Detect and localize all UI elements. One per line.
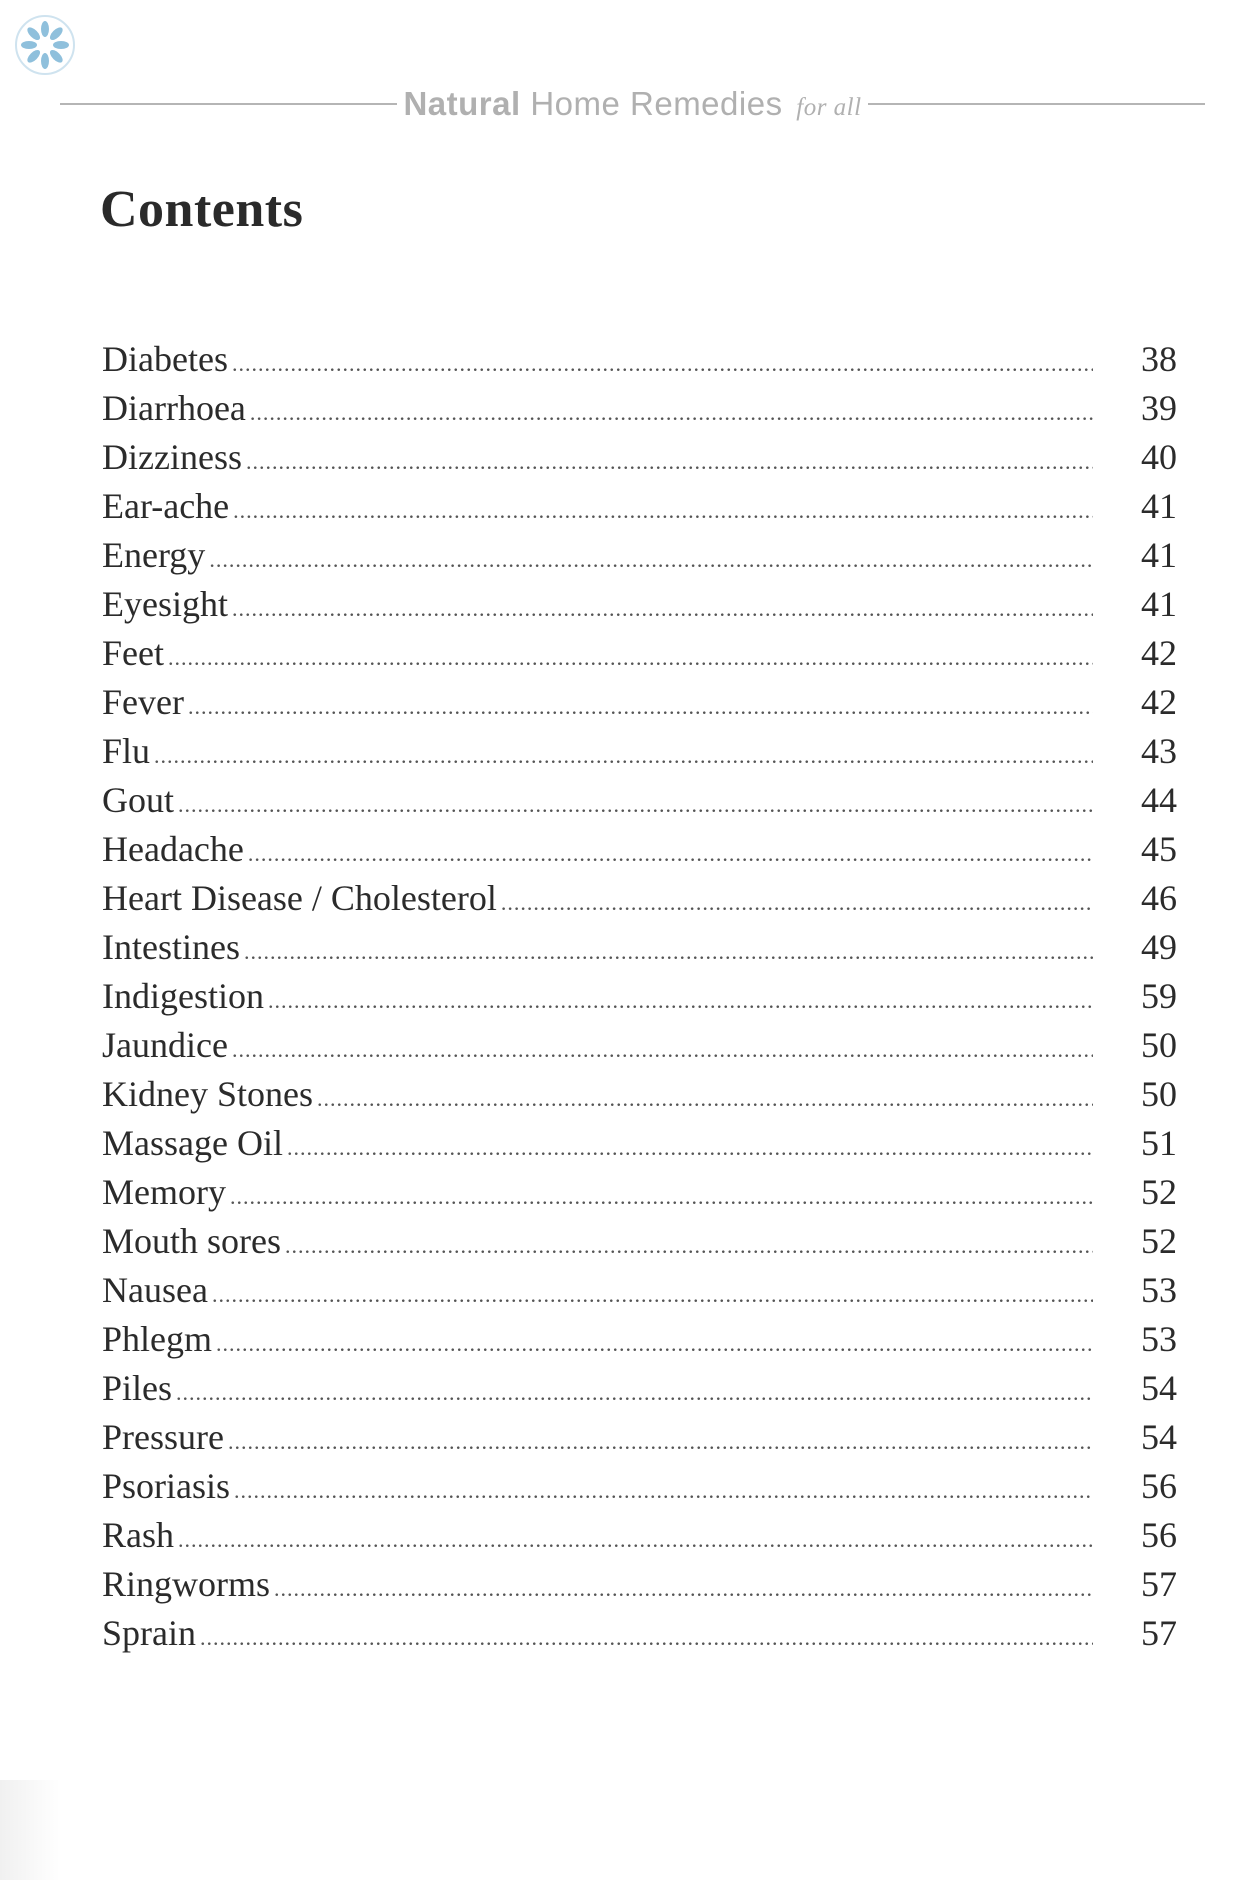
toc-entry-page: 50 <box>1141 1025 1177 1065</box>
toc-dot-leader <box>244 939 1093 965</box>
toc-entry-label: Eyesight <box>102 584 228 624</box>
page-title: Contents <box>100 181 304 238</box>
toc-entry-label: Fever <box>102 682 184 722</box>
toc-entry <box>102 485 1177 534</box>
toc-entry-page: 53 <box>1141 1319 1177 1359</box>
toc-entry <box>102 1269 1177 1318</box>
toc-entry <box>102 387 1177 436</box>
toc-entry <box>102 1465 1177 1514</box>
toc-entry-label: Rash <box>102 1515 174 1555</box>
toc-entry-label: Kidney Stones <box>102 1074 313 1114</box>
toc-dot-leader <box>274 1576 1093 1602</box>
toc-entry-page: 54 <box>1141 1417 1177 1457</box>
toc-entry-page: 41 <box>1141 486 1177 526</box>
toc-entry <box>102 877 1177 926</box>
toc-entry <box>102 1367 1177 1416</box>
toc-entry-label: Feet <box>102 633 164 673</box>
book-title-script: for all <box>796 94 862 121</box>
toc-dot-leader <box>233 498 1093 524</box>
toc-dot-leader <box>246 449 1093 475</box>
toc-entry <box>102 681 1177 730</box>
toc-entry-label: Pressure <box>102 1417 224 1457</box>
toc-entry-label: Diabetes <box>102 339 228 379</box>
toc-dot-leader <box>178 1527 1093 1553</box>
toc-entry-page: 39 <box>1141 388 1177 428</box>
toc-entry-label: Massage Oil <box>102 1123 283 1163</box>
toc-entry-label: Nausea <box>102 1270 208 1310</box>
toc-entry-label: Gout <box>102 780 174 820</box>
toc-entry-page: 56 <box>1141 1466 1177 1506</box>
toc-entry-page: 43 <box>1141 731 1177 771</box>
toc-entry-label: Ear-ache <box>102 486 230 526</box>
toc-entry-label: Diarrhoea <box>102 388 246 428</box>
toc-entry-label: Sprain <box>102 1613 196 1653</box>
book-title-light: Home Remedies <box>530 85 783 122</box>
toc-entry-page: 45 <box>1141 829 1177 869</box>
toc-entry-page: 51 <box>1141 1123 1177 1163</box>
toc-entry-page: 52 <box>1141 1172 1177 1212</box>
toc-dot-leader <box>154 743 1093 769</box>
toc-entry-page: 46 <box>1141 878 1177 918</box>
toc-entry <box>102 1171 1177 1220</box>
toc-dot-leader <box>250 400 1093 426</box>
toc-entry <box>102 730 1177 779</box>
toc-entry-page: 50 <box>1141 1074 1177 1114</box>
toc-entry <box>102 1318 1177 1367</box>
toc-entry-label: Energy <box>102 535 206 575</box>
toc-entry <box>102 1612 1177 1661</box>
toc-dot-leader <box>268 988 1093 1014</box>
toc-entry-label: Heart Disease / Cholesterol <box>102 878 497 918</box>
toc-dot-leader <box>230 1184 1093 1210</box>
toc-entry-label: Piles <box>102 1368 173 1408</box>
toc-entry <box>102 926 1177 975</box>
toc-dot-leader <box>216 1331 1093 1357</box>
toc-dot-leader <box>188 694 1093 720</box>
toc-entry-page: 42 <box>1141 682 1177 722</box>
toc-dot-leader <box>287 1135 1093 1161</box>
toc-entry-label: Mouth sores <box>102 1221 281 1261</box>
toc-entry-label: Indigestion <box>102 976 264 1016</box>
toc-entry-label: Dizziness <box>102 437 242 477</box>
toc-entry <box>102 1416 1177 1465</box>
toc-entry-label: Intestines <box>102 927 240 967</box>
toc-entry <box>102 338 1177 387</box>
toc-entry-label: Psoriasis <box>102 1466 231 1506</box>
toc-dot-leader <box>234 1478 1093 1504</box>
toc-entry-page: 49 <box>1141 927 1177 967</box>
toc-entry-page: 57 <box>1141 1564 1177 1604</box>
toc-dot-leader <box>228 1429 1093 1455</box>
toc-entry <box>102 534 1177 583</box>
toc-dot-leader <box>232 351 1093 377</box>
toc-entry-page: 59 <box>1141 976 1177 1016</box>
toc-dot-leader <box>168 645 1093 671</box>
page-edge-shadow <box>0 1780 60 1880</box>
toc-dot-leader <box>248 841 1093 867</box>
toc-dot-leader <box>178 792 1093 818</box>
toc-entry <box>102 828 1177 877</box>
toc-entry <box>102 1563 1177 1612</box>
toc-entry <box>102 632 1177 681</box>
toc-entry-page: 38 <box>1141 339 1177 379</box>
header-rule-left <box>60 103 397 105</box>
running-header <box>60 84 1205 124</box>
toc-dot-leader <box>212 1282 1093 1308</box>
toc-entry-label: Jaundice <box>102 1025 228 1065</box>
toc-entry-page: 42 <box>1141 633 1177 673</box>
toc-entry <box>102 1514 1177 1563</box>
toc-entry-page: 56 <box>1141 1515 1177 1555</box>
toc-entry-page: 44 <box>1141 780 1177 820</box>
toc-dot-leader <box>232 596 1093 622</box>
book-title <box>397 85 867 123</box>
toc-entry <box>102 975 1177 1024</box>
toc-entry-page: 54 <box>1141 1368 1177 1408</box>
toc-entry-label: Memory <box>102 1172 226 1212</box>
toc-dot-leader <box>209 547 1093 573</box>
table-of-contents <box>102 338 1177 1661</box>
toc-entry <box>102 1024 1177 1073</box>
header-rule-right <box>868 103 1205 105</box>
toc-entry <box>102 436 1177 485</box>
toc-dot-leader <box>176 1380 1093 1406</box>
toc-dot-leader <box>285 1233 1093 1259</box>
toc-entry-page: 41 <box>1141 584 1177 624</box>
toc-entry <box>102 583 1177 632</box>
toc-entry-label: Phlegm <box>102 1319 213 1359</box>
book-title-bold: Natural <box>403 85 521 122</box>
toc-entry <box>102 1122 1177 1171</box>
toc-entry-page: 52 <box>1141 1221 1177 1261</box>
toc-entry <box>102 779 1177 828</box>
toc-entry <box>102 1073 1177 1122</box>
toc-entry-page: 41 <box>1141 535 1177 575</box>
toc-dot-leader <box>200 1625 1093 1651</box>
flower-logo-icon <box>14 14 76 76</box>
toc-entry-label: Flu <box>102 731 151 771</box>
toc-entry-page: 40 <box>1141 437 1177 477</box>
toc-entry <box>102 1220 1177 1269</box>
toc-dot-leader <box>317 1086 1093 1112</box>
toc-entry-label: Headache <box>102 829 244 869</box>
toc-dot-leader <box>232 1037 1093 1063</box>
toc-dot-leader <box>501 890 1093 916</box>
toc-entry-page: 53 <box>1141 1270 1177 1310</box>
toc-entry-label: Ringworms <box>102 1564 271 1604</box>
toc-entry-page: 57 <box>1141 1613 1177 1653</box>
